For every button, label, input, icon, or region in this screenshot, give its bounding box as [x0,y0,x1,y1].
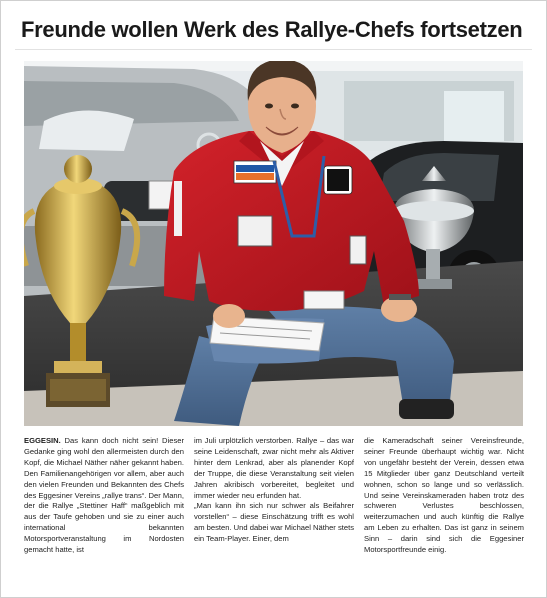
article-headline: Freunde wollen Werk des Rallye-Chefs fortsetzen [21,17,523,42]
dateline: EGGESIN. [24,436,61,445]
paragraph: „Man kann ihn sich nur schwer als Beifahrer vorstellen“ – diese Einschätzung trifft es wohl am besten. Und dabei war Michael Näther stets ein Team-Player. Einer, dem [194,501,354,544]
text-column-2 [194,436,354,556]
paragraph [24,436,184,556]
article-photo [24,61,523,426]
photo-illustration [24,61,523,426]
paragraph-text: Das kann doch nicht sein! Dieser Gedanke ging wohl den allermeisten durch den Kopf, die Michael Näther näher gekannt haben. Den Familienangehörigen vor allem, aber auch den vielen Freunden und Bekannten des Chefs des Eggesiner Vereins „rallye trans“. Der Mann, der die Rallye „Stettiner Haff“ maßgeblich mit aus der Taufe gehoben und sie zu einer auch international bekannten Motorsportveranstaltung im Nordosten gemacht hatte, ist [24,436,184,555]
text-column-3 [364,436,524,556]
headline-divider [15,49,532,50]
paragraph: im Juli urplötzlich verstorben. Rallye – das war seine Leidenschaft, zwar nicht mehr als Aktiver hinter dem Lenkrad, aber als planender Kopf der Truppe, die diese Veranstaltung seit vielen Jahren akribisch vorbereitet, begleitet und immer wieder neu erfunden hat. [194,436,354,500]
paragraph: die Kameradschaft seiner Vereinsfreunde, seiner Freunde überhaupt wichtig war. Nicht von ungefähr besteht der Verein, dessen etwa 15 Mitglieder über ganz Deutschland verteilt wohnen, schon so lange und so verlässlich. Und seine Vereinskameraden haben trotz des schweren Verlustes beschlossen, weiterzumachen und auch künftig die Rallye am Leben zu erhalten. Das ist ganz in seinem Sinn – darin sind sich die Eggesiner Motorsportfreunde einig. [364,436,524,555]
article-body [24,436,524,556]
text-column-1 [24,436,184,556]
